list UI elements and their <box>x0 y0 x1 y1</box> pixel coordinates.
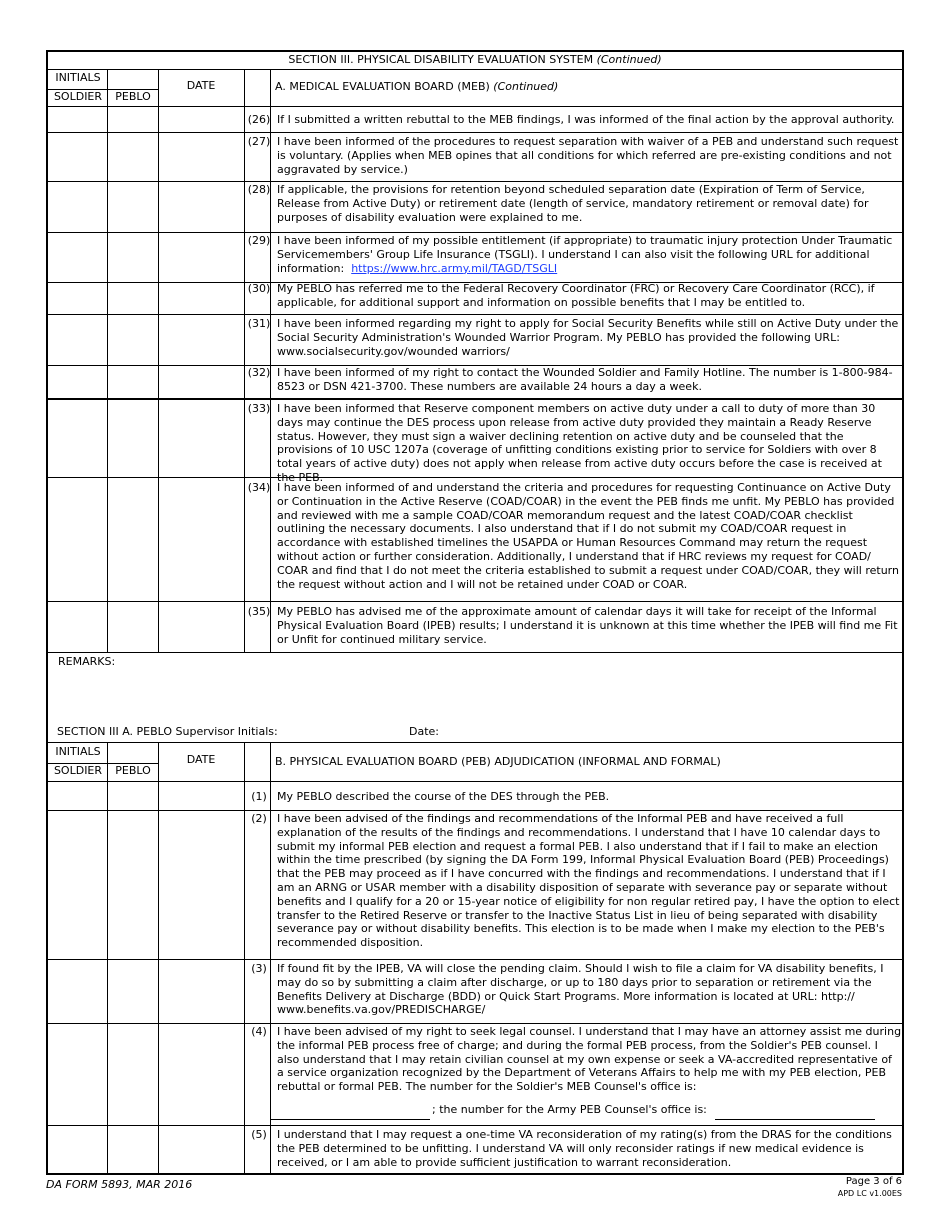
section-b-title: B. PHYSICAL EVALUATION BOARD (PEB) ADJUDICATION (INFORMAL AND FORMAL) <box>275 755 721 768</box>
b-peblo-header: PEBLO <box>115 764 151 777</box>
supervisor-date-field[interactable] <box>443 722 563 740</box>
section-a-title: A. MEDICAL EVALUATION BOARD (MEB) (Continued) <box>275 80 559 93</box>
item-27-text: I have been informed of the procedures to request separation with waiver of a PEB and understand such request is voluntary. (Applies when MEB opines that all conditions for which referred are pre-existing conditions and not aggravated by service.) <box>277 135 899 176</box>
b-item-2-text: I have been advised of the findings and recommendations of the Informal PEB and have received a full explanation of the results of the findings and recommendations. I understand that I have 10 calendar days to submit my informal PEB election and request a formal PEB. I also understand that if I fail to make an election within the time prescribed (by signing the DA Form 199, Informal Physical Evaluation Board (PEB) Proceedings) that the PEB may proceed as if I have concurred with the findings and recommendations. I understand that if I am an ARNG or USAR member with a disability disposition of separate with severance pay or separate without benefits and I qualify for a 20 or 15-year notice of eligibility for non regular retired pay, I have the option to elect transfer to the Retired Reserve or transfer to the Inactive Status List in lieu of being separated with disability severance pay or without disability benefits. This election is to be made when I make my election to the PEB's recommended disposition. <box>277 812 900 950</box>
initials-header: INITIALS <box>55 71 101 84</box>
peb-counsel-phone-field[interactable] <box>715 1119 875 1120</box>
b-item-2-num: (2) <box>251 812 267 825</box>
b-item-1-text: My PEBLO described the course of the DES through the PEB. <box>277 790 610 803</box>
remarks-field[interactable] <box>56 672 896 722</box>
item-26-num: (26) <box>247 113 271 126</box>
date-header: DATE <box>186 79 216 92</box>
item-29-num: (29) <box>247 234 271 247</box>
b-item-1-num: (1) <box>251 790 267 803</box>
item-29-text: I have been informed of my possible entitlement (if appropriate) to traumatic injury protection Under Traumatic Servicemembers' Group Life Insurance (TSGLI). I understand I can also visit the following URL for additional information: https://www.hrc.army.mil/TAGD/TSGLI <box>277 234 893 275</box>
form-page <box>46 50 904 1175</box>
b-item-3-text: If found fit by the IPEB, VA will close the pending claim. Should I wish to file a claim for VA disability benefits, I may do so by submitting a claim after discharge, or up to 180 days prior to separation or retirement via the Benefits Delivery at Discharge (BDD) or Quick Start Programs. More information is located at URL: http:// www.benefits.va.gov/PREDISCHARGE/ <box>277 962 884 1017</box>
b-item-4-tail: ; the number for the Army PEB Counsel's office is: <box>432 1103 707 1116</box>
item-31-text: I have been informed regarding my right to apply for Social Security Benefits while still on Active Duty under the Social Security Administration's Wounded Warrior Program. My PEBLO has provided the following URL: www.socialsecurity.gov/wounded warriors/ <box>277 317 899 358</box>
date-26[interactable] <box>160 108 243 130</box>
version: APD LC v1.00ES <box>837 1189 902 1198</box>
item-32-text: I have been informed of my right to contact the Wounded Soldier and Family Hotline. The number is 1-800-984-8523 or DSN 421-3700. These numbers are available 24 hours a day a week. <box>277 366 893 393</box>
item-31-num: (31) <box>247 317 271 330</box>
peblo-initials-26[interactable] <box>109 108 157 130</box>
item-33-text: I have been informed that Reserve component members on active duty under a call to duty of more than 30 days may continue the DES process upon release from active duty provided they maintain a Ready Reserve status. However, they must sign a waiver declining retention on active duty and be counseled that the provisions of 10 USC 1207a (coverage of unfitting conditions existing prior to service for Soldiers with over 8 total years of active duty) does not apply when release from active duty occurs before the case is received at the PEB. <box>277 402 882 484</box>
item-34-text: I have been informed of and understand the criteria and procedures for requesting Continuance on Active Duty or Continuation in the Active Reserve (COAD/COAR) in the event the PEB finds me unfit. My PEBLO has provided and reviewed with me a sample COAD/COAR memorandum request and the latest COAD/COAR checklist outlining the necessary documents. I also understand that if I do not submit my COAD/COAR request in accordance with established timelines the USAPDA or Human Resources Command may return the request without action or further consideration. Additionally, I understand that if HRC reviews my request for COAD/ COAR and find that I do not meet the criteria established to submit a request under COAD/COAR, they will return the request without action and I will not be retained under COAD or COAR. <box>277 481 899 591</box>
peblo-header: PEBLO <box>115 90 151 103</box>
item-35-text: My PEBLO has advised me of the approximate amount of calendar days it will take for receipt of the Informal Physical Evaluation Board (IPEB) results; I understand it is unknown at this time whether the IPEB will find me Fit or Unfit for continued military service. <box>277 605 898 646</box>
item-30-num: (30) <box>247 282 271 295</box>
soldier-header: SOLDIER <box>53 90 103 103</box>
item-33-num: (33) <box>247 402 271 415</box>
supervisor-date-label: Date: <box>409 725 439 738</box>
supervisor-initials-label: SECTION III A. PEBLO Supervisor Initials: <box>57 725 278 738</box>
meb-counsel-phone-field[interactable] <box>270 1119 430 1120</box>
item-26-text: If I submitted a written rebuttal to the MEB findings, I was informed of the final action by the approval authority. <box>277 113 895 126</box>
item-30-text: My PEBLO has referred me to the Federal Recovery Coordinator (FRC) or Recovery Care Coordinator (RCC), if applicable, for additional support and information on possible benefits that I may be entitled to. <box>277 282 875 309</box>
item-32-num: (32) <box>247 366 271 379</box>
section3-title: SECTION III. PHYSICAL DISABILITY EVALUATION SYSTEM (Continued) <box>288 53 662 66</box>
b-item-5-num: (5) <box>251 1128 267 1141</box>
supervisor-initials-field[interactable] <box>310 722 400 740</box>
b-soldier-header: SOLDIER <box>53 764 103 777</box>
item-34-num: (34) <box>247 481 271 494</box>
b-item-3-num: (3) <box>251 962 267 975</box>
b-initials-header: INITIALS <box>55 745 101 758</box>
b-item-4-text: I have been advised of my right to seek legal counsel. I understand that I may have an attorney assist me during the informal PEB process free of charge; and during the formal PEB process, from the Soldier's PEB counsel. I also understand that I may retain civilian counsel at my own expense or seek a VA-accredited representative of a service organization recognized by the Department of Veterans Affairs to help me with my PEB election, PEB rebuttal or formal PEB. The number for the Soldier's MEB Counsel's office is: <box>277 1025 902 1094</box>
form-id: DA FORM 5893, MAR 2016 <box>46 1178 193 1191</box>
item-27-num: (27) <box>247 135 271 148</box>
tsgli-link[interactable]: https://www.hrc.army.mil/TAGD/TSGLI <box>351 261 558 275</box>
b-item-5-text: I understand that I may request a one-time VA reconsideration of my rating(s) from the DRAS for the conditions the PEB determined to be unfitting. I understand VA will only reconsider ratings if new medical evidence is received, or I am able to provide sufficient justification to warrant reconsideration. <box>277 1128 892 1169</box>
item-28-num: (28) <box>247 183 271 196</box>
b-date-header: DATE <box>186 753 216 766</box>
item-28-text: If applicable, the provisions for retention beyond scheduled separation date (Expiration of Term of Service, Release from Active Duty) or retirement date (length of service, mandatory retirement or removal date) for purposes of disability evaluation were explained to me. <box>277 183 869 224</box>
remarks-label: REMARKS: <box>58 655 116 668</box>
item-35-num: (35) <box>247 605 271 618</box>
soldier-initials-26[interactable] <box>49 108 106 130</box>
page-number: Page 3 of 6 <box>845 1176 902 1187</box>
b-item-4-num: (4) <box>251 1025 267 1038</box>
